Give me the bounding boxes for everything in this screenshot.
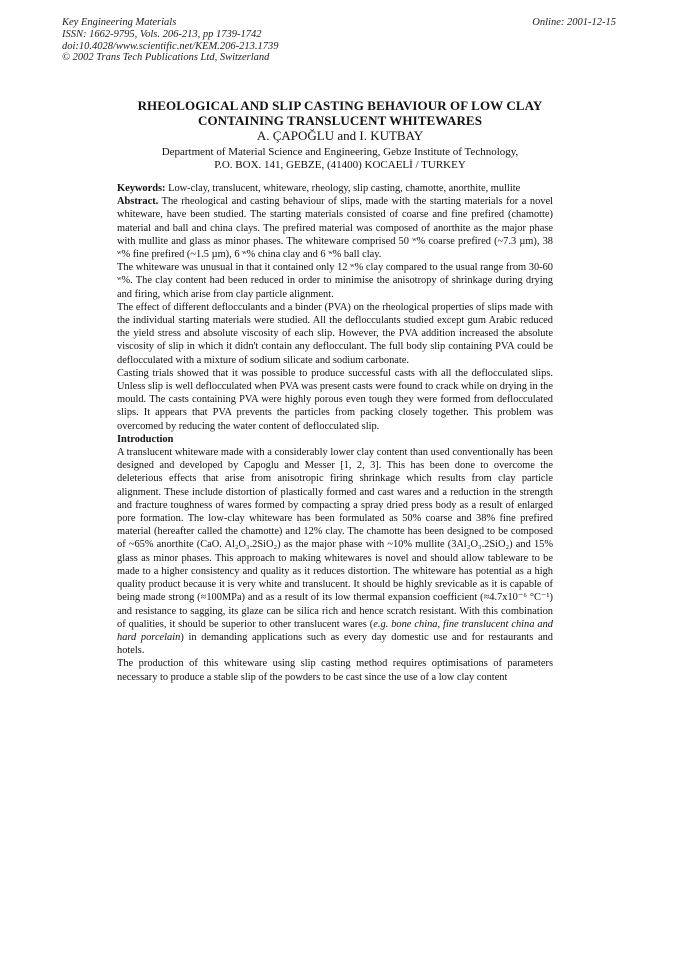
abstract-paragraph-1	[117, 195, 553, 261]
keywords-text: Low-clay, translucent, whiteware, rheology, slip casting, chamotte, anorthite, mullite	[168, 183, 521, 194]
introduction-paragraph-2: The production of this whiteware using slip casting method requires optimisations of parameters necessary to produce a stable slip of the powders to be cast since the use of a low clay content	[117, 658, 553, 683]
title-line-1: RHEOLOGICAL AND SLIP CASTING BEHAVIOUR OF LOW CLAY	[137, 98, 543, 113]
doi-line[interactable]: doi:10.4028/www.scientific.net/KEM.206-213.1739	[62, 40, 279, 52]
abstract-paragraph-2: The whiteware was unusual in that it contained only 12 ʷ% clay compared to the usual range from 30-60 ʷ%. The clay content had been reduced in order to minimise the anisotropy of shrinkage during drying and firing, which arise from clay particle alignment.	[117, 262, 553, 300]
intro-text-1: A translucent whiteware made with a considerably lower clay content than used conventionally has been designed and developed by Capoglu and Messer [1, 2, 3]. This has been done to overcome the deleterious effects that arise from anisotropic firing shrinkage which results from clay particle alignment. These include distortion of plastically formed and cast wares and a reduction in the strength and fracture toughness of wares formed by compacting a spray dried press body as a result of enlarged pore formation. The low-clay whiteware has been formulated as 50% coarse and 38% fine prefired material (hereafter called the chamotte) and 12% clay. The chamotte has been designed to be composed of ~65% anorthite (CaO. Al₂O₃.2SiO₂) as the major phase with ~10% mullite (3Al₂O₃.2SiO₂) and 15% glass as minor phases. This approach to making whitewares is novel and should allow tableware to be made to a higher consistency and quality as it reduces distortion. The whiteware has potential as a high quality product because it is very white and translucent. It should be highly srevicable as it is capable of being made strong (≈100MPa) and as a result of its low thermal expansion coefficient (≈4.7x10⁻⁶ °C⁻¹) and resistance to sagging, its glaze can be silica rich and hence scratch resistant. With this combination of qualities, it should be superior to other translucent wares (	[117, 447, 553, 630]
introduction-heading: Introduction	[117, 433, 174, 445]
abstract-text-1: The rheological and casting behaviour of slips, made with the starting materials for a novel whiteware, have been studied. The starting materials consisted of coarse and fine prefired (chamotte) material and ball and china clays. The prefired material was composed of anorthite as the major phase with mullite and glass as minor phases. The whiteware comprised 50 ʷ% coarse prefired (~7.3 µm), 38 ʷ% fine prefired (~1.5 µm), 6 ʷ% china clay and 6 ʷ% ball clay.	[117, 196, 553, 261]
abstract-label: Abstract.	[117, 196, 159, 208]
abstract-paragraph-3: The effect of different deflocculants and a binder (PVA) on the rheological properties of slips made with the individual starting materials were studied. All the deflocculants studied except gum Arabic reduced the yield stress and absolute viscosity of each slip. However, the PVA addition increased the absolute viscosity of slip in which it didn't contain any deflocculant. The full body slip containing PVA could be deflocculated with a mixture of sodium silicate and sodium carbonate.	[117, 301, 553, 366]
paper-body	[117, 182, 553, 684]
abstract-paragraph-4: Casting trials showed that it was possible to produce successful casts with all the deflocculated slips. Unless slip is well deflocculated when PVA was present casts were found to crack while on drying in the mould. The casts containing PVA were highly porous even tough they were formed from deflocculated slips. It appears that PVA prevents the particles from packing closely together. This problem was overcomed by reducing the water content of deflocculated slip.	[117, 367, 553, 432]
keywords-label: Keywords:	[117, 183, 166, 194]
journal-name: Key Engineering Materials	[62, 17, 177, 28]
intro-italic-examples: e.g. bone china, fine translucent china and hard porcelain	[117, 618, 553, 643]
title-line-2: CONTAINING TRANSLUCENT WHITEWARES	[197, 113, 483, 128]
online-date: Online: 2001-12-15	[532, 17, 616, 28]
authors: A. ÇAPOĞLU and I. KUTBAY	[256, 128, 424, 143]
affiliation-line-2: P.O. BOX. 141, GEBZE, (41400) KOCAELİ / TURKEY	[214, 159, 466, 171]
affiliation	[100, 146, 580, 172]
keywords-paragraph	[117, 182, 553, 195]
paper-title	[100, 98, 580, 128]
journal-header	[62, 17, 616, 64]
affiliation-line-1: Department of Material Science and Engineering, Gebze Institute of Technology,	[161, 146, 519, 158]
issn-line: ISSN: 1662-9795, Vols. 206-213, pp 1739-1742	[62, 28, 262, 40]
copyright-line: © 2002 Trans Tech Publications Ltd, Switzerland	[62, 52, 270, 64]
introduction-paragraph-1	[117, 446, 553, 657]
intro-text-1-end: ) in demanding applications such as every day domestic use and for restaurants and hotels.	[117, 631, 554, 657]
